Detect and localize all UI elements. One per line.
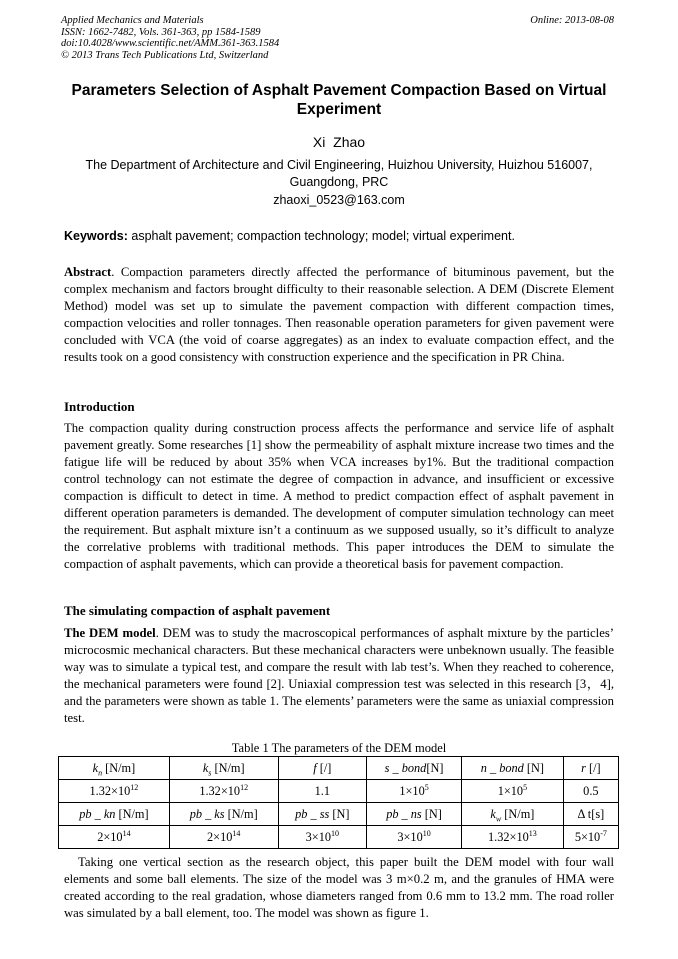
table-header-cell: pb _ ns [N] [367, 803, 462, 826]
table-cell: $5\times 10^{-7}$ [563, 826, 618, 849]
table-row [59, 803, 619, 826]
table-header-cell: r [/] [563, 757, 618, 780]
abstract-text: . Compaction parameters directly affected the performance of bituminous pavement, but the complex mechanism and factors brought difficulty to their reasonable selection. A DEM (Discrete Element Method) model was set up to simulate the pavement compaction with different compaction times, compaction velocities and roller tonnages. Then reasonable operation parameters for given pavement were concluded with VCA (the void of coarse aggregates) as an index to evaluate compaction effect, and the results took on a good consistency with construction experience and the specification in PR China. [64, 265, 614, 364]
email: zhaoxi_0523@163.com [273, 193, 405, 207]
dem-label: The DEM model [64, 626, 156, 640]
issn: ISSN: 1662-7482, Vols. 361-363, pp 1584-1589 [61, 26, 261, 38]
affiliation: The Department of Architecture and Civil Engineering, Huizhou University, Huizhou 516007, Guangdong, PRC [85, 158, 593, 189]
table-cell: $1\times 10^5$ [462, 780, 564, 803]
abstract-label: Abstract [64, 265, 112, 279]
table-cell: 0.5 [563, 780, 618, 803]
introduction-text: The compaction quality during construction process affects the performance and service life of asphalt pavement greatly. Some researches [1] show the permeability of asphalt mixture increase two times and the fatigue life will be reduced by about 35% when VCA increases by1%. But the traditional compaction control technology can not estimate the degree of compaction in advance, and insufficient or excessive compaction is difficult to detect in time. A method to predict compaction effect of asphalt pavement in different operation parameters is demanded. The development of computer simulation technology can meet the requirement. But asphalt mixture isn’t a continuum as we supposed usually, so it’s difficult to analyze the correlative problems with traditional methods. This paper introduces the DEM to simulate the compaction of asphalt pavements, which can provide a theoretical basis for pavement compaction. [64, 421, 614, 571]
introduction-heading: Introduction [64, 399, 135, 414]
table-header-cell: $k_n$ [N/m] [59, 757, 170, 780]
table-header-cell: pb _ ks [N/m] [169, 803, 278, 826]
table-header-cell: $k_w$ [N/m] [462, 803, 564, 826]
table-header-cell: Δ t[s] [563, 803, 618, 826]
table-header-cell: n _ bond [N] [462, 757, 564, 780]
dem-text: . DEM was to study the macroscopical performances of asphalt mixture by the particles’ microcosmic mechanical characters. But these mechanical characters were unbeknown usually. The feasible way was to simulate a typical test, and compare the result with lab test’s. When they reached to coherence, the mechanical parameters were found [2]. Uniaxial compression test was selected in this research [3，4], and the parameters were shown as table 1. The elements’ parameters were the same as uniaxial compression test. [64, 626, 614, 725]
table-cell: $1.32\times 10^{12}$ [59, 780, 170, 803]
closing-paragraph: Taking one vertical section as the research object, this paper built the DEM model with four wall elements and some ball elements. The size of the model was 3 m×0.2 m, and the granules of HMA were created according to the real gradation, whose diameters ranged from 0.6 mm to 13.2 mm. The road roller was simulated by a ball element, too. The model was shown as figure 1. [64, 855, 614, 920]
keywords-text: asphalt pavement; compaction technology; model; virtual experiment. [131, 229, 515, 243]
table-cell: $2\times 10^{14}$ [59, 826, 170, 849]
table-header-cell: pb _ kn [N/m] [59, 803, 170, 826]
table-cell: $1.32\times 10^{12}$ [169, 780, 278, 803]
abstract [64, 264, 614, 366]
table-cell: 1.1 [278, 780, 366, 803]
journal-meta [61, 15, 279, 61]
paper-title: Parameters Selection of Asphalt Pavement Compaction Based on Virtual Experiment [71, 82, 607, 118]
table-cell: $2\times 10^{14}$ [169, 826, 278, 849]
keywords [64, 229, 515, 243]
table-caption: Table 1 The parameters of the DEM model [231, 741, 447, 755]
author: Xi Zhao [312, 134, 366, 150]
section-heading: The simulating compaction of asphalt pavement [64, 603, 331, 618]
table-cell: $3\times 10^{10}$ [278, 826, 366, 849]
table-header-cell: s _ bond[N] [367, 757, 462, 780]
table-header-cell: pb _ ss [N] [278, 803, 366, 826]
journal-name: Applied Mechanics and Materials [61, 15, 204, 26]
parameters-table [58, 756, 619, 849]
doi: doi:10.4028/www.scientific.net/AMM.361-363.1584 [61, 38, 280, 49]
table-row [59, 826, 619, 849]
table-cell: $3\times 10^{10}$ [367, 826, 462, 849]
copyright: © 2013 Trans Tech Publications Ltd, Switzerland [61, 49, 269, 61]
online-date: Online: 2013-08-08 [530, 15, 614, 26]
table-header-cell: f [/] [278, 757, 366, 780]
table-row [59, 757, 619, 780]
keywords-label: Keywords: [64, 229, 128, 243]
table-cell: $1.32\times 10^{13}$ [462, 826, 564, 849]
table-row [59, 780, 619, 803]
dem-paragraph [64, 625, 614, 727]
table-cell: $1\times 10^5$ [367, 780, 462, 803]
table-header-cell: $k_s$ [N/m] [169, 757, 278, 780]
